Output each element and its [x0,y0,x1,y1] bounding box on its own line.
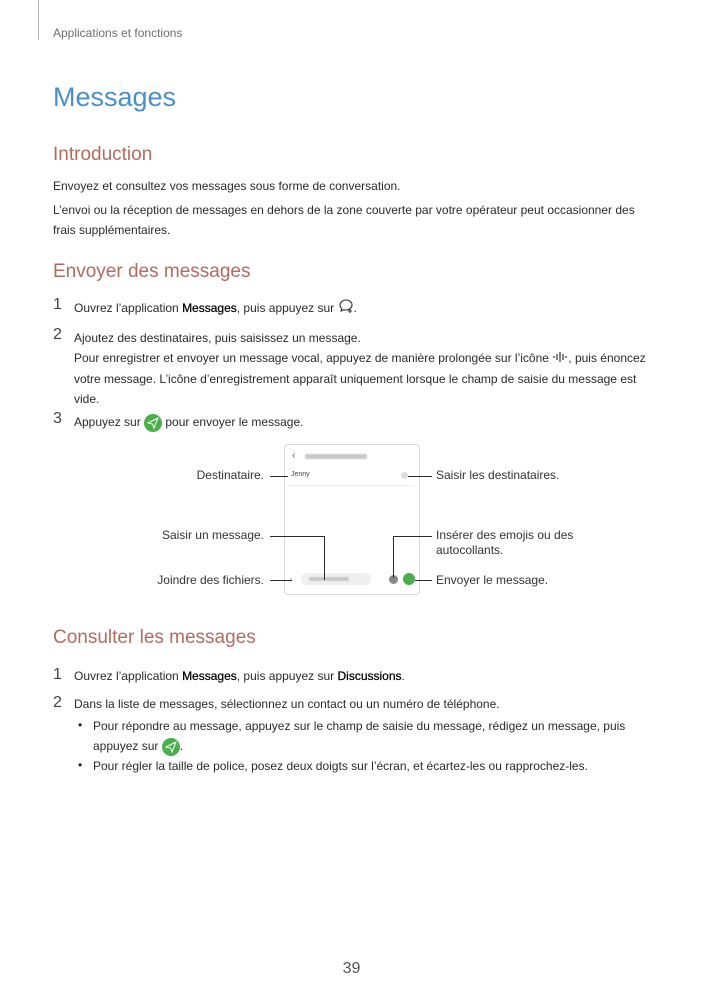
back-icon: ‹ [292,450,296,461]
bullet-dot: • [78,718,83,732]
page-title: Messages [53,82,177,112]
send-step-1: Ouvrez l’application Messages, puis appuyez sur . [74,298,654,320]
send-heading: Envoyer des messages [53,261,251,282]
phone-screenshot [284,444,420,595]
send-icon [144,414,162,432]
section-header: Applications et fonctions [53,26,183,40]
step-number: 1 [53,666,62,683]
leader-line [270,580,292,581]
header-rule [38,0,39,40]
callout-recipient: Destinataire. [196,468,264,482]
callout-enter-message: Saisir un message. [161,528,264,542]
bullet-dot: • [78,758,83,772]
view-heading: Consulter les messages [53,627,256,648]
send-step-2-detail: Pour enregistrer et envoyer un message vocal, appuyez de manière prolongée sur l’icône , puis énoncez votre message. L’icône d’enregistrement apparaît uniquement lorsque le champ de saisie du message est vide. [74,348,654,409]
phone-send-icon [403,573,415,585]
page-number: 39 [342,960,361,977]
phone-input-placeholder-blurred [309,577,349,581]
leader-line [324,536,325,580]
send-icon [162,738,180,756]
leader-line [393,536,432,537]
add-recipient-icon [401,472,408,479]
view-step-1: Ouvrez l’application Messages, puis appuyez sur Discussions. [74,669,405,683]
callout-attach: Joindre des fichiers. [157,573,264,587]
leader-line [270,536,324,537]
phone-recipient: Jenny [291,471,310,478]
voice-record-icon [552,349,568,369]
intro-paragraph-2: L’envoi ou la réception de messages en dehors de la zone couverte par votre opérateur peut occasionner des frais supplémentaires. [53,203,635,237]
leader-line [408,476,432,477]
step-number: 1 [53,296,62,313]
view-bullet-1: Pour répondre au message, appuyez sur le champ de saisie du message, rédigez un message, puis appuyez sur . [93,716,653,756]
callout-emoji: Insérer des emojis ou des autocollants. [436,528,574,557]
leader-line [393,536,394,578]
compose-icon [338,298,354,320]
view-step-2: Dans la liste de messages, sélectionnez un contact ou un numéro de téléphone. [74,697,500,711]
leader-line [415,580,432,581]
callout-enter-recipients: Saisir les destinataires. [436,468,560,482]
send-step-3: Appuyez sur pour envoyer le message. [74,412,654,432]
step-number: 2 [53,694,62,711]
callout-send: Envoyer le message. [436,573,549,587]
intro-paragraph-1: Envoyez et consultez vos messages sous forme de conversation. [53,179,401,193]
phone-divider [289,485,413,486]
view-bullet-2: Pour régler la taille de police, posez deux doigts sur l’écran, et écartez-les ou rapprochez-les. [93,759,588,773]
phone-title-blurred [305,454,367,459]
step-number: 2 [53,326,62,343]
send-step-2-line-1: Ajoutez des destinataires, puis saisissez un message. [74,331,361,345]
leader-line [270,476,288,477]
step-number: 3 [53,410,62,427]
intro-heading: Introduction [53,144,153,165]
